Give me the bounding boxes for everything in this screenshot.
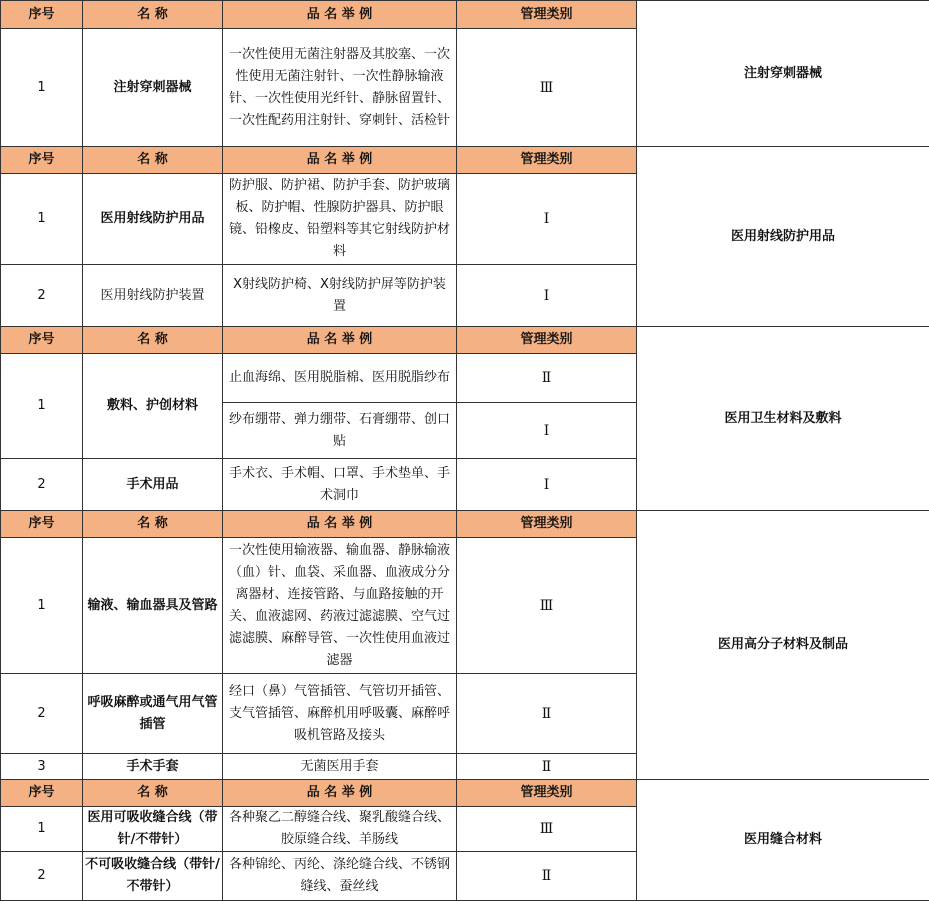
row-name: 医用射线防护装置 [83, 265, 223, 327]
header-class: 管理类别 [457, 147, 637, 174]
category-cell: 医用缝合材料 [637, 780, 929, 901]
row-name: 输液、输血器具及管路 [83, 538, 223, 674]
header-name: 名 称 [83, 511, 223, 538]
header-row [1, 780, 929, 807]
row-no: 3 [1, 754, 83, 780]
header-name: 名 称 [83, 1, 223, 29]
header-class: 管理类别 [457, 511, 637, 538]
header-no: 序号 [1, 780, 83, 807]
row-example: 各种锦纶、丙纶、涤纶缝合线、不锈钢缝线、蚕丝线 [223, 852, 457, 901]
header-no: 序号 [1, 147, 83, 174]
row-class: Ⅰ [457, 265, 637, 327]
row-example: 各种聚乙二醇缝合线、聚乳酸缝合线、胶原缝合线、羊肠线 [223, 807, 457, 852]
row-no: 2 [1, 674, 83, 754]
row-example: 防护服、防护裙、防护手套、防护玻璃板、防护帽、性腺防护器具、防护眼镜、铅橡皮、铅塑料等其它射线防护材料 [223, 174, 457, 265]
header-class: 管理类别 [457, 1, 637, 29]
row-class: Ⅰ [457, 403, 637, 459]
header-example: 品 名 举 例 [223, 147, 457, 174]
row-class: Ⅰ [457, 174, 637, 265]
row-example: 经口（鼻）气管插管、气管切开插管、支气管插管、麻醉机用呼吸囊、麻醉呼吸机管路及接头 [223, 674, 457, 754]
row-example: 止血海绵、医用脱脂棉、医用脱脂纱布 [223, 354, 457, 403]
header-class: 管理类别 [457, 780, 637, 807]
row-no: 1 [1, 807, 83, 852]
row-name: 医用可吸收缝合线（带针/不带针） [83, 807, 223, 852]
row-name: 敷料、护创材料 [83, 354, 223, 459]
row-example: 无菌医用手套 [223, 754, 457, 780]
row-class: Ⅱ [457, 754, 637, 780]
row-name: 注射穿刺器械 [83, 29, 223, 147]
row-class: Ⅰ [457, 459, 637, 511]
row-example: 一次性使用无菌注射器及其胶塞、一次性使用无菌注射针、一次性静脉输液针、一次性使用光纤针、静脉留置针、一次性配药用注射针、穿刺针、活检针 [223, 29, 457, 147]
row-example: 纱布绷带、弹力绷带、石膏绷带、创口贴 [223, 403, 457, 459]
header-no: 序号 [1, 1, 83, 29]
row-class: Ⅲ [457, 807, 637, 852]
header-class: 管理类别 [457, 327, 637, 354]
row-name: 手术用品 [83, 459, 223, 511]
row-name: 不可吸收缝合线（带针/不带针） [83, 852, 223, 901]
header-no: 序号 [1, 511, 83, 538]
header-row [1, 147, 929, 174]
row-no: 1 [1, 29, 83, 147]
header-row [1, 511, 929, 538]
row-no: 1 [1, 354, 83, 459]
row-no: 2 [1, 459, 83, 511]
header-no: 序号 [1, 327, 83, 354]
category-cell: 医用卫生材料及敷料 [637, 327, 929, 511]
header-name: 名 称 [83, 780, 223, 807]
row-no: 2 [1, 265, 83, 327]
header-example: 品 名 举 例 [223, 327, 457, 354]
row-example: X射线防护椅、X射线防护屏等防护装置 [223, 265, 457, 327]
category-cell: 医用高分子材料及制品 [637, 511, 929, 780]
row-no: 1 [1, 174, 83, 265]
header-name: 名 称 [83, 147, 223, 174]
row-class: Ⅱ [457, 852, 637, 901]
row-name: 医用射线防护用品 [83, 174, 223, 265]
category-cell: 医用射线防护用品 [637, 147, 929, 327]
row-no: 2 [1, 852, 83, 901]
row-example: 手术衣、手术帽、口罩、手术垫单、手术洞巾 [223, 459, 457, 511]
header-example: 品 名 举 例 [223, 511, 457, 538]
category-cell: 注射穿刺器械 [637, 1, 929, 147]
row-name: 手术手套 [83, 754, 223, 780]
row-class: Ⅲ [457, 538, 637, 674]
header-row [1, 1, 929, 29]
row-class: Ⅲ [457, 29, 637, 147]
row-no: 1 [1, 538, 83, 674]
header-example: 品 名 举 例 [223, 1, 457, 29]
row-class: Ⅱ [457, 354, 637, 403]
header-name: 名 称 [83, 327, 223, 354]
row-class: Ⅱ [457, 674, 637, 754]
row-example: 一次性使用输液器、输血器、静脉输液（血）针、血袋、采血器、血液成分分离器材、连接管路、与血路接触的开关、血液滤网、药液过滤滤膜、空气过滤滤膜、麻醉导管、一次性使用血液过滤器 [223, 538, 457, 674]
row-name: 呼吸麻醉或通气用气管插管 [83, 674, 223, 754]
header-example: 品 名 举 例 [223, 780, 457, 807]
header-row [1, 327, 929, 354]
